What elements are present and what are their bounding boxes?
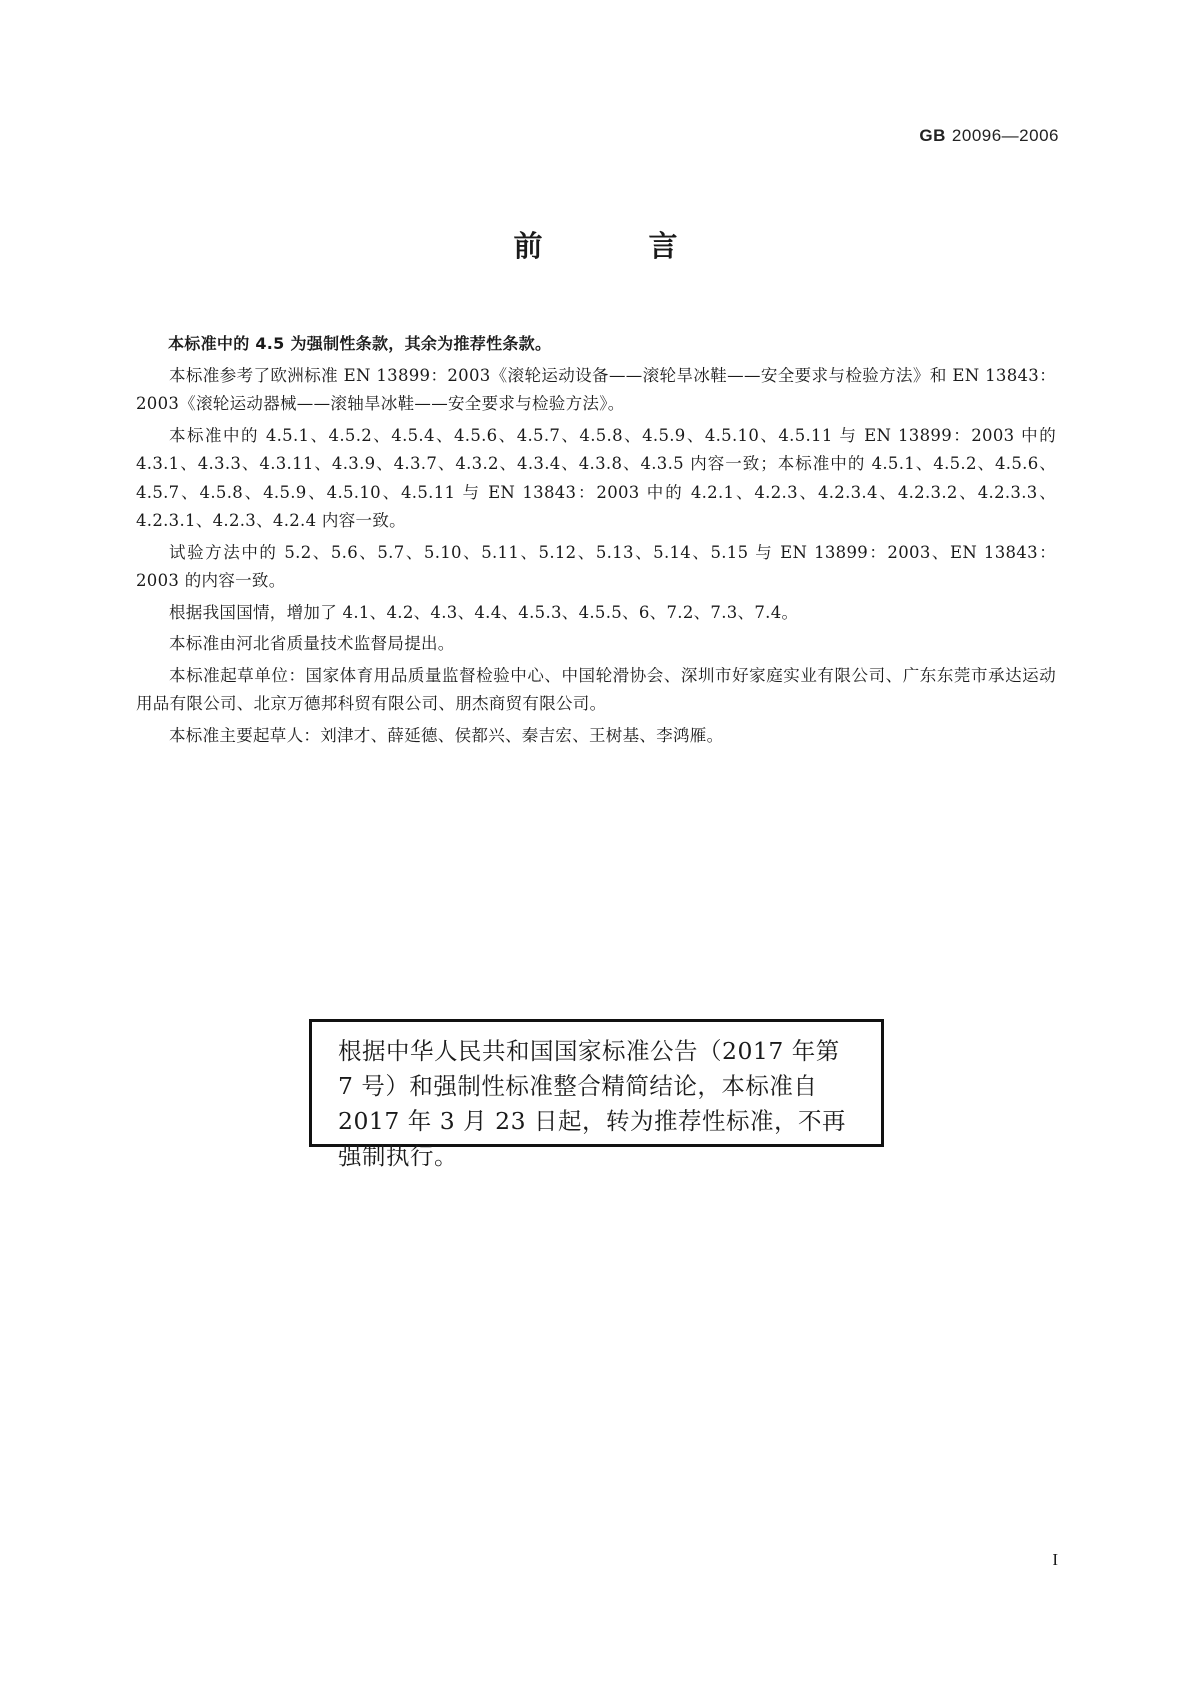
standard-code [919,126,1059,146]
standard-prefix: GB [919,126,946,145]
consistency-paragraph: 本标准中的 4.5.1、4.5.2、4.5.4、4.5.6、4.5.7、4.5.8、4.5.9、4.5.10、4.5.11 与 EN 13899：2003 中的 4.3.1、4.3.3、4.3.11、4.3.9、4.3.7、4.3.2、4.3.4、4.3.8、4.3.5 内容一致；本标准中的 4.5.1、4.5.2、4.5.6、4.5.7、4.5.8、4.5.9、4.5.10、4.5.11 与 EN 13843：2003 中的 4.2.1、4.2.3、4.2.3.4、4.2.3.2、4.2.3.3、4.2.3.1、4.2.3、4.2.4 内容一致。 [136,425,1056,530]
additions-paragraph: 根据我国国情，增加了 4.1、4.2、4.3、4.4、4.5.3、4.5.5、6、7.2、7.3、7.4。 [169,602,799,622]
drafting-units-paragraph: 本标准起草单位：国家体育用品质量监督检验中心、中国轮滑协会、深圳市好家庭实业有限公司、广东东莞市承达运动用品有限公司、北京万德邦科贸有限公司、朋杰商贸有限公司。 [136,665,1056,713]
drafters-paragraph: 本标准主要起草人：刘津才、薛延德、侯都兴、秦吉宏、王树基、李鸿雁。 [169,725,724,745]
notice-box [309,1019,884,1170]
page-number: I [1052,1550,1058,1569]
page-title: 前 言 [513,229,726,263]
standard-number: 20096—2006 [951,126,1059,145]
reference-paragraph: 本标准参考了欧洲标准 EN 13899：2003《滚轮运动设备——滚轮旱冰鞋——安全要求与检验方法》和 EN 13843：2003《滚轮运动器械——滚轴旱冰鞋——安全要求与检验方法》。 [136,365,1056,413]
mandatory-clause-paragraph: 本标准中的 4.5 为强制性条款，其余为推荐性条款。 [168,334,552,353]
notice-text: 根据中华人民共和国国家标准公告（2017 年第 7 号）和强制性标准整合精简结论，本标准自 2017 年 3 月 23 日起，转为推荐性标准，不再强制执行。 [338,1037,847,1170]
proposer-paragraph: 本标准由河北省质量技术监督局提出。 [169,634,455,653]
test-method-paragraph: 试验方法中的 5.2、5.6、5.7、5.10、5.11、5.12、5.13、5.14、5.15 与 EN 13899：2003、EN 13843：2003 的内容一致。 [136,542,1056,590]
foreword-body [136,330,1056,753]
